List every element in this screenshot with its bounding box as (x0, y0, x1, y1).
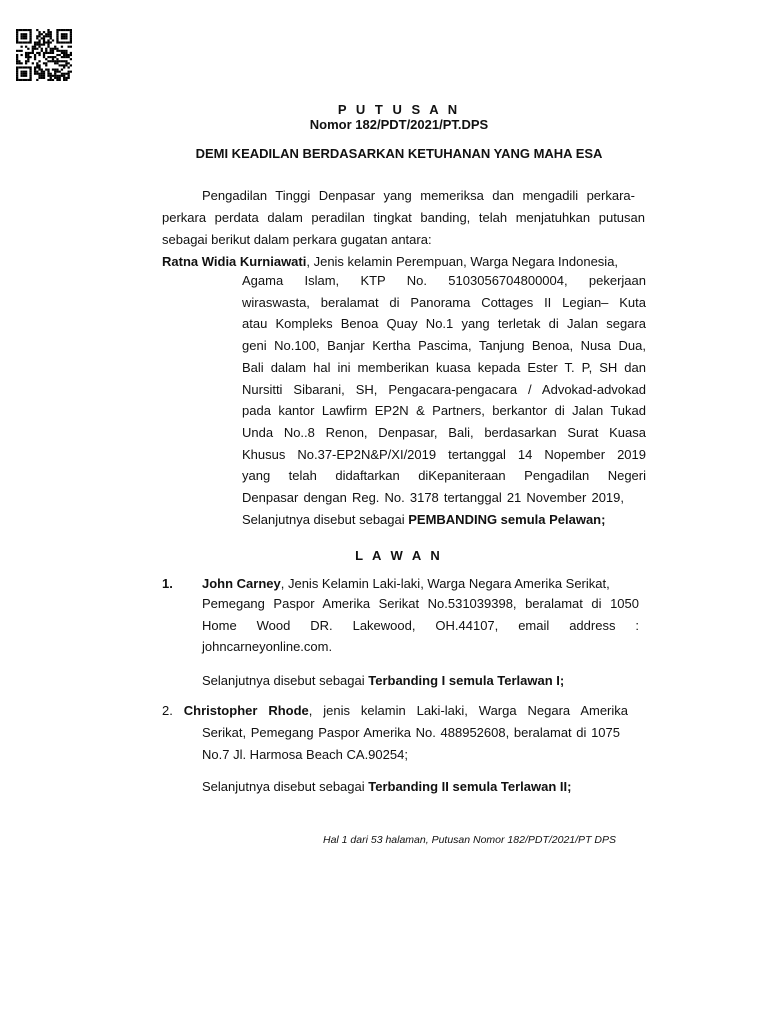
appellant-detail-line: Bali dalam hal ini memberikan kuasa kepada Ester T. P, SH dan (242, 359, 646, 375)
intro-line-2: perkara perdata dalam peradilan tingkat banding, telah menjatuhkan putusan (162, 210, 645, 225)
respondent-1-number: 1. (162, 576, 173, 591)
versus-heading: L A W A N (355, 548, 443, 563)
respondent-1-first-line (202, 576, 610, 591)
appellant-designation: PEMBANDING semula Pelawan; (408, 511, 606, 527)
decision-number: Nomor 182/PDT/2021/PT.DPS (309, 117, 489, 132)
respondent-2-designation-prefix: Selanjutnya disebut sebagai (202, 779, 369, 794)
intro-line-1: Pengadilan Tinggi Denpasar yang memeriksa dan mengadili perkara- (202, 188, 635, 203)
appellant-detail-line: Khusus No.37-EP2N&P/XI/2019 tertanggal 14 Nopember 2019 (242, 446, 646, 462)
justice-motto: DEMI KEADILAN BERDASARKAN KETUHANAN YANG MAHA ESA (195, 146, 603, 161)
respondent-2-designation-line (202, 779, 571, 794)
appellant-detail-line: yang telah didaftarkan diKepaniteraan Pengadilan Negeri (242, 468, 646, 484)
document-title: P U T U S A N (337, 102, 461, 117)
appellant-designation-line (242, 509, 646, 531)
respondent-2-detail-line: Serikat, Pemegang Paspor Amerika No. 488952608, beralamat di 1075 (202, 725, 620, 740)
respondent-2-number: 2. (162, 703, 173, 718)
appellant-detail-line: Nursitti Sibarani, SH, Pengacara-pengacara / Advokad-advokad (242, 381, 646, 397)
appellant-details (242, 270, 646, 530)
respondent-2-name: Christopher Rhode (183, 703, 309, 718)
qr-code (16, 29, 72, 81)
respondent-2-details (202, 722, 620, 765)
appellant-detail-line: atau Kompleks Benoa Quay No.1 yang terletak di Jalan segara (242, 316, 646, 332)
appellant-detail-line: wiraswasta, beralamat di Panorama Cottages II Legian– Kuta (242, 294, 646, 310)
respondent-2-first-line (162, 700, 628, 722)
respondent-1-designation-line (202, 673, 564, 688)
appellant-detail-line: Denpasar dengan Reg. No. 3178 tertanggal 21 November 2019, (242, 490, 624, 506)
appellant-name: Ratna Widia Kurniawati (162, 254, 307, 269)
appellant-detail-line: geni No.100, Banjar Kertha Pascima, Tanjung Benoa, Nusa Dua, (242, 338, 646, 354)
respondent-2-designation: Terbanding II semula Terlawan II; (368, 779, 572, 794)
respondent-1-details (202, 593, 639, 658)
respondent-2-first-line-rest: , jenis kelamin Laki-laki, Warga Negara Amerika (308, 703, 628, 718)
intro-line-3: sebagai berikut dalam perkara gugatan antara: (162, 232, 432, 247)
respondent-1-detail-line: Pemegang Paspor Amerika Serikat No.531039398, beralamat di 1050 (202, 596, 639, 611)
appellant-detail-line: Agama Islam, KTP No. 5103056704800004, pekerjaan (242, 273, 646, 288)
respondent-1-detail-last-line: johncarneyonline.com. (202, 639, 333, 655)
appellant-detail-line: pada kantor Lawfirm EP2N & Partners, berkantor di Jalan Tukad (242, 403, 646, 419)
respondent-2-detail-last-line: No.7 Jl. Harmosa Beach CA.90254; (202, 746, 408, 762)
respondent-1-designation: Terbanding I semula Terlawan I; (368, 673, 565, 688)
appellant-first-line-rest: , Jenis kelamin Perempuan, Warga Negara Indonesia, (306, 254, 619, 269)
appellant-detail-line: Unda No..8 Renon, Denpasar, Bali, berdasarkan Surat Kuasa (242, 424, 646, 440)
respondent-1-name: John Carney (202, 576, 281, 591)
appellant-first-line (162, 254, 618, 269)
appellant-designation-prefix: Selanjutnya disebut sebagai (242, 511, 409, 527)
page-footer: Hal 1 dari 53 halaman, Putusan Nomor 182/PDT/2021/PT DPS (323, 834, 616, 846)
respondent-1-designation-prefix: Selanjutnya disebut sebagai (202, 673, 369, 688)
respondent-1-first-line-rest: , Jenis Kelamin Laki-laki, Warga Negara Amerika Serikat, (280, 576, 610, 591)
respondent-1-detail-line: Home Wood DR. Lakewood, OH.44107, email address : (202, 617, 639, 633)
